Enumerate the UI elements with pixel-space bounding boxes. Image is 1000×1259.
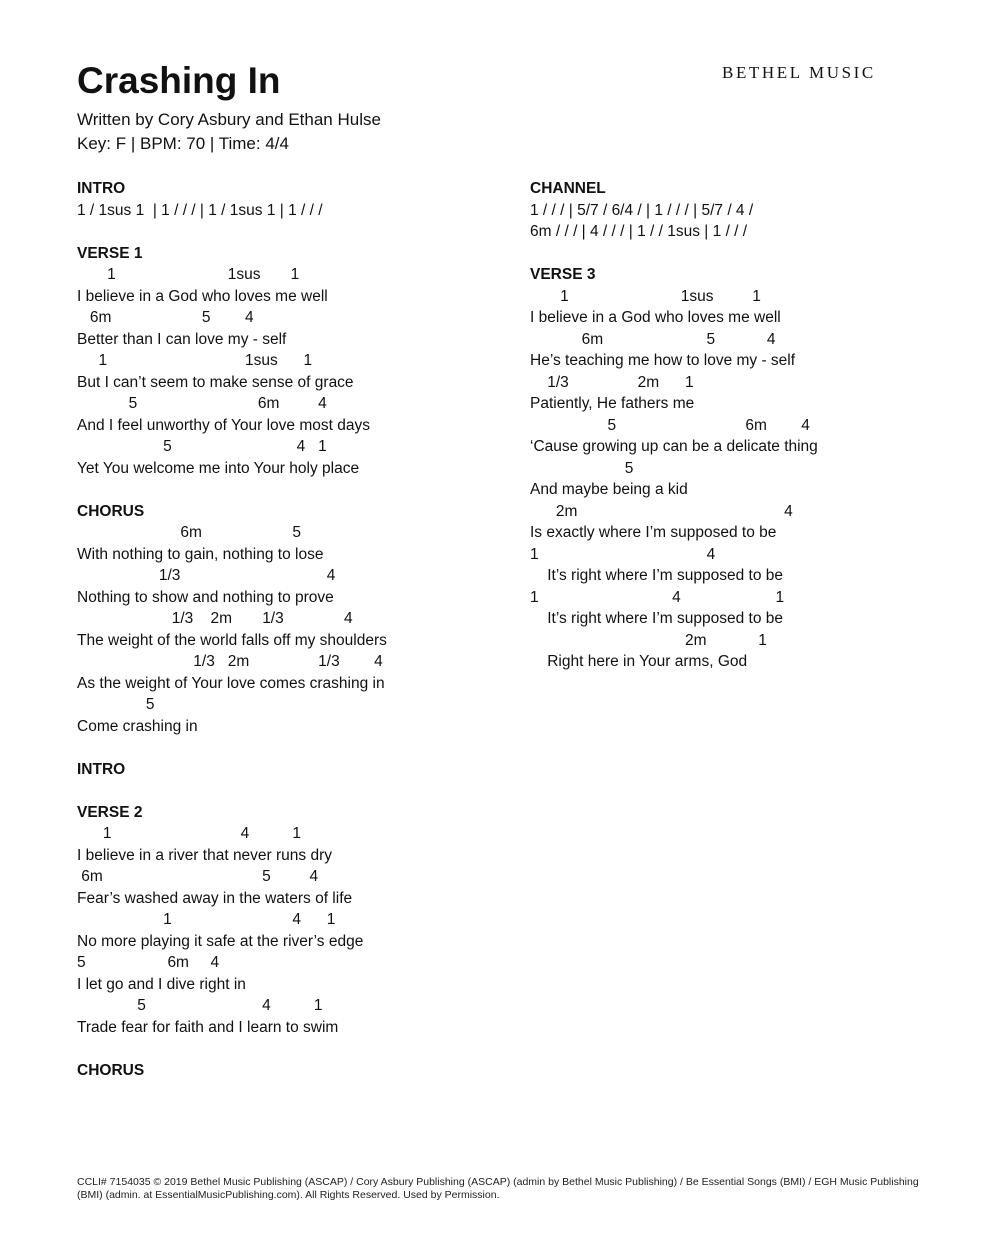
lyric-line: He’s teaching me how to love my - self (530, 352, 796, 369)
chord-line: 1/3 2m 1/3 4 (77, 653, 383, 670)
section-heading: VERSE 3 (530, 266, 596, 283)
chord-line: 5 6m 4 (77, 395, 327, 412)
spacer (77, 221, 517, 243)
lyric-line: Trade fear for faith and I learn to swim (77, 1018, 339, 1036)
chord-line: 6m 5 4 (77, 868, 319, 885)
lyric-line: Fear’s washed away in the waters of life (77, 889, 353, 907)
lyric-line: But I can’t seem to make sense of grace (77, 373, 354, 391)
chord-line: 5 4 1 (77, 438, 327, 455)
lyric-line: It’s right where I’m supposed to be (530, 567, 784, 584)
chord-line: 5 (530, 459, 634, 477)
chord-line: 1 4 (530, 545, 716, 563)
spacer (77, 780, 517, 802)
lyric-line: I believe in a God who loves me well (530, 309, 781, 326)
spacer (530, 243, 970, 265)
section-heading: CHORUS (77, 502, 145, 520)
copyright-footer: CCLI# 7154035 © 2019 Bethel Music Publishing (ASCAP) / Cory Asbury Publishing (ASCAP) (admin by Bethel Music Publishing) / Be Essential Songs (BMI) / EGH Music Publishing (BMI) (admin. at EssentialMusicPublishing.com). All Rights Reserved. Used by Permission. (77, 1176, 919, 1201)
chord-line: 1 1sus 1 (77, 352, 313, 369)
chord-line: 2m 1 (530, 631, 767, 649)
lyric-line: Better than I can love my - self (77, 330, 287, 348)
chord-line: 1 4 1 (77, 911, 336, 928)
lyric-line: With nothing to gain, nothing to lose (77, 545, 324, 563)
lyric-line: Patiently, He fathers me (530, 395, 695, 412)
song-title: Crashing In (77, 60, 281, 101)
chord-line: 1 4 1 (530, 588, 785, 606)
chord-line: 1/3 2m 1/3 4 (77, 610, 353, 627)
section-heading: CHANNEL (530, 180, 606, 197)
lyric-line: Nothing to show and nothing to prove (77, 588, 334, 606)
lyric-line: Come crashing in (77, 717, 198, 735)
section-heading: INTRO (77, 760, 126, 778)
writers-credit: Written by Cory Asbury and Ethan Hulse (77, 110, 381, 129)
chord-line: 1 / / / | 5/7 / 6/4 / | 1 / / / | 5/7 / 4 / (530, 201, 754, 219)
spacer (77, 737, 517, 759)
lyric-line: It’s right where I’m supposed to be (530, 610, 784, 627)
section-heading: CHORUS (77, 1061, 145, 1079)
lyric-line: The weight of the world falls off my shoulders (77, 631, 387, 649)
left-column (77, 178, 517, 1081)
lyric-line: No more playing it safe at the river’s edge (77, 932, 364, 950)
spacer (77, 479, 517, 501)
right-column (530, 178, 970, 673)
brand-logo-text: BETHEL MUSIC (722, 63, 876, 82)
spacer (77, 1038, 517, 1060)
chord-line: 5 (77, 696, 155, 713)
chord-line: 1 1sus 1 (530, 287, 761, 305)
chord-line: 5 4 1 (77, 997, 323, 1014)
chord-line: 1/3 2m 1 (530, 373, 694, 391)
lyric-line: I believe in a river that never runs dry (77, 846, 333, 864)
song-meta: Key: F | BPM: 70 | Time: 4/4 (77, 134, 289, 153)
chord-line: 5 6m 4 (77, 954, 220, 971)
lyric-line: Yet You welcome me into Your holy place (77, 459, 360, 477)
chord-line: 2m 4 (530, 502, 793, 520)
lyric-line: ‘Cause growing up can be a delicate thing (530, 438, 818, 455)
chord-line: 6m 5 4 (77, 309, 254, 326)
lyric-line: I believe in a God who loves me well (77, 287, 328, 305)
chord-line: 1 4 1 (77, 825, 301, 842)
chord-line: 6m 5 (77, 524, 301, 541)
chord-line: 1/3 4 (77, 567, 336, 584)
lyric-line: And maybe being a kid (530, 481, 688, 498)
lyric-line: Is exactly where I’m supposed to be (530, 524, 777, 541)
section-heading: INTRO (77, 180, 126, 197)
lyric-line: I let go and I dive right in (77, 975, 246, 993)
section-heading: VERSE 2 (77, 803, 143, 821)
chord-line: 6m 5 4 (530, 330, 776, 348)
chord-line: 6m / / / | 4 / / / | 1 / / 1sus | 1 / / / (530, 223, 748, 240)
lyric-line: And I feel unworthy of Your love most days (77, 416, 370, 434)
lyric-line: Right here in Your arms, God (530, 653, 748, 670)
chord-line: 5 6m 4 (530, 416, 810, 434)
section-heading: VERSE 1 (77, 244, 143, 262)
chord-line: 1 1sus 1 (77, 266, 300, 283)
chord-line: 1 / 1sus 1 | 1 / / / | 1 / 1sus 1 | 1 / / / (77, 201, 323, 219)
lyric-line: As the weight of Your love comes crashing in (77, 674, 385, 692)
